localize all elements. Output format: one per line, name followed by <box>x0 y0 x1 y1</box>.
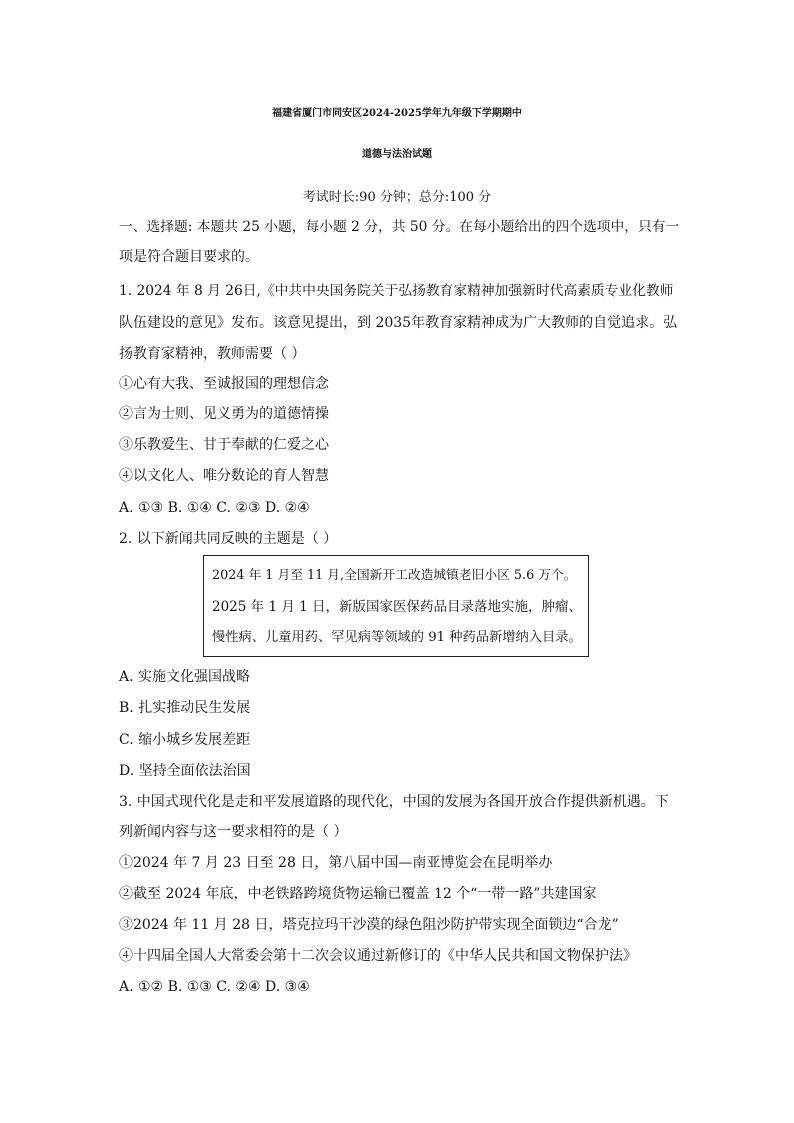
q3-options: A. ①② B. ①③ C. ②④ D. ③④ <box>119 979 310 995</box>
section-intro-line2: 项是符合题目要求的。 <box>119 249 259 265</box>
q1-item-1: ①心有大我、至诚报国的理想信念 <box>119 376 329 392</box>
q2-news-line2: 2025 年 1 月 1 日，新版国家医保药品目录落地实施，肿瘤、 <box>212 599 582 615</box>
q2-option-c: C. 缩小城乡发展差距 <box>119 732 251 748</box>
q1-stem-line2: 队伍建设的意见》发布。该意见提出，到 2035年教育家精神成为广大教师的自觉追求。弘 <box>119 315 678 331</box>
q3-item-2: ②截至 2024 年底，中老铁路跨境货物运输已覆盖 12 个“一带一路”共建国家 <box>119 886 597 902</box>
q1-stem-line1: 1. 2024 年 8 月 26日,《中共中央国务院关于弘扬教育家精神加强新时代高素质专业化教师 <box>119 283 674 299</box>
q2-news-line1: 2024 年 1 月至 11 月,全国新开工改造城镇老旧小区 5.6 万个。 <box>212 568 577 583</box>
q2-news-box <box>203 555 589 657</box>
exam-title-line2: 道德与法治试题 <box>362 149 432 160</box>
q3-stem-line1: 3. 中国式现代化是走和平发展道路的现代化，中国的发展为各国开放合作提供新机遇。下 <box>119 794 669 810</box>
q2-option-d: D. 坚持全面依法治国 <box>119 763 251 779</box>
exam-info: 考试时长:90 分钟；总分:100 分 <box>302 190 492 205</box>
q2-option-a: A. 实施文化强国战略 <box>119 669 251 685</box>
q1-stem-line3: 扬教育家精神，教师需要（ ） <box>119 346 306 362</box>
q1-item-3: ③乐教爱生、甘于奉献的仁爱之心 <box>119 437 329 453</box>
q1-options: A. ①③ B. ①④ C. ②③ D. ②④ <box>119 500 310 516</box>
q2-news-line3: 慢性病、儿童用药、罕见病等领域的 91 种药品新增纳入目录。 <box>212 630 582 645</box>
section-intro-line1: 一、选择题: 本题共 25 小题，每小题 2 分，共 50 分。在每小题给出的四个选项中，只有一 <box>119 219 680 235</box>
q1-item-4: ④以文化人、唯分数论的育人智慧 <box>119 468 329 484</box>
q2-stem: 2. 以下新闻共同反映的主题是（ ） <box>119 531 338 547</box>
q1-item-2: ②言为士则、见义勇为的道德情操 <box>119 406 329 422</box>
q3-item-1: ①2024 年 7 月 23 日至 28 日，第八届中国—南亚博览会在昆明举办 <box>119 855 553 871</box>
q3-item-4: ④十四届全国人大常委会第十二次会议通过新修订的《中华人民共和国文物保护法》 <box>119 948 637 964</box>
q2-option-b: B. 扎实推动民生发展 <box>119 700 251 716</box>
q3-item-3: ③2024 年 11 月 28 日，塔克拉玛干沙漠的绿色阻沙防护带实现全面锁边“合龙” <box>119 917 619 933</box>
exam-title-line1: 福建省厦门市同安区2024-2025学年九年级下学期期中 <box>272 108 522 119</box>
q3-stem-line2: 列新闻内容与这一要求相符的是（ ） <box>119 824 348 840</box>
